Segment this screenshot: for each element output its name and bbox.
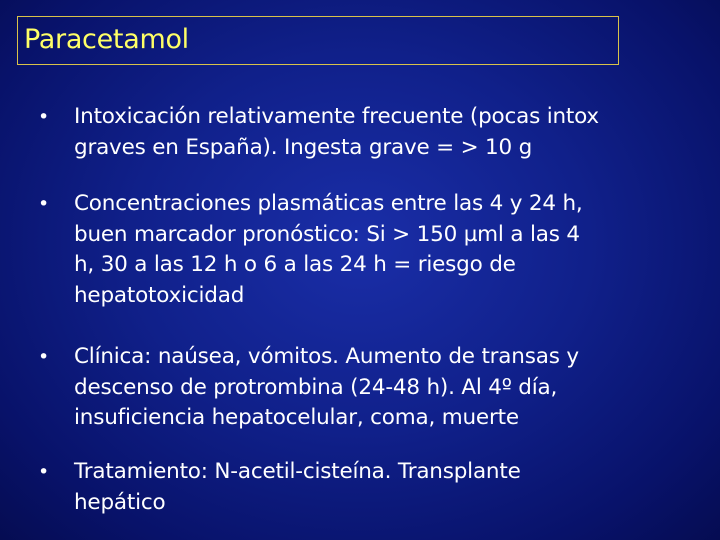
bullet-marker: •	[38, 193, 50, 215]
bullet-text: Intoxicación relativamente frecuente (pocas intox graves en España). Ingesta grave = > 10 g	[74, 104, 599, 160]
bullet-text: Clínica: naúsea, vómitos. Aumento de transas y descenso de protrombina (24-48 h). Al 4º día, insuficiencia hepatocelular, coma, muerte	[74, 344, 579, 430]
bullet-text: Tratamiento: N-acetil-cisteína. Transplante hepático	[74, 459, 521, 515]
slide-title: Paracetamol	[24, 24, 189, 55]
bullet-marker: •	[38, 346, 50, 368]
bullet-marker: •	[38, 461, 50, 483]
bullet-marker: •	[38, 106, 50, 128]
bullet-text: Concentraciones plasmáticas entre las 4 y 24 h, buen marcador pronóstico: Si > 150 µml a las 4 h, 30 a las 12 h o 6 a las 24 h = riesgo de hepatotoxicidad	[74, 191, 583, 308]
